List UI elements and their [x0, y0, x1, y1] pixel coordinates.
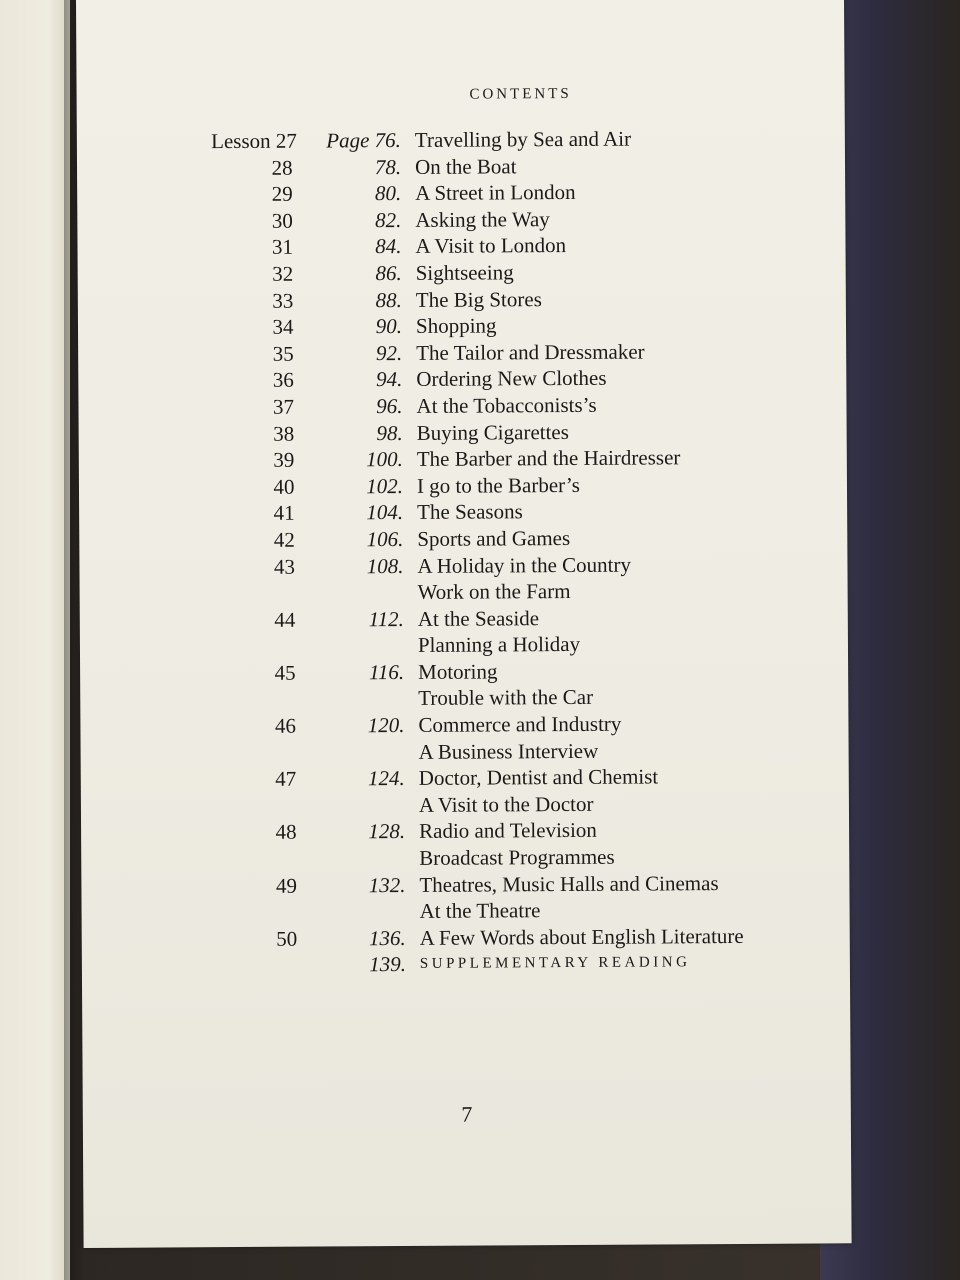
lesson-title: A Visit to London [415, 233, 567, 259]
page-reference: 106. [366, 526, 404, 552]
lesson-title: Radio and Television [419, 818, 597, 844]
lesson-title: Buying Cigarettes [416, 419, 569, 445]
lesson-number: 48 [275, 820, 297, 845]
lesson-title: Work on the Farm [417, 579, 571, 605]
page-number: 7 [461, 1101, 473, 1127]
lesson-title: A Visit to the Doctor [418, 791, 594, 817]
lesson-number: 32 [272, 261, 294, 286]
lesson-number: 38 [273, 421, 295, 446]
lesson-title: Travelling by Sea and Air [414, 126, 632, 152]
lesson-number: 45 [274, 660, 296, 685]
lesson-title: Commerce and Industry [418, 711, 622, 737]
lesson-title: I go to the Barber’s [416, 472, 580, 498]
page-reference: 100. [365, 447, 403, 472]
lesson-number: 39 [273, 447, 295, 472]
lesson-title: Sightseeing [415, 260, 514, 285]
page-reference: 90. [375, 314, 403, 339]
lesson-number: 36 [272, 368, 294, 393]
contents-page [76, 0, 852, 1248]
lesson-title: Broadcast Programmes [419, 844, 615, 870]
lesson-number: 29 [271, 181, 293, 206]
lesson-number: 43 [273, 554, 296, 579]
lesson-number: 33 [272, 288, 294, 313]
page-reference: 86. [375, 260, 402, 286]
lesson-title: The Barber and the Hairdresser [416, 445, 681, 472]
lesson-title: The Tailor and Dressmaker [416, 339, 645, 365]
facing-page-edge [0, 0, 70, 1280]
lesson-title: At the Seaside [417, 605, 540, 631]
lesson-number: 35 [272, 341, 294, 366]
lesson-title: Motoring [418, 659, 498, 684]
page-reference: 96. [376, 393, 403, 419]
lesson-title: Ordering New Clothes [416, 366, 607, 392]
lesson-number: 41 [273, 500, 295, 526]
page-reference: 132. [368, 872, 406, 897]
lesson-title: The Seasons [417, 499, 523, 525]
page-reference: 84. [375, 234, 402, 259]
lesson-title: Shopping [415, 313, 497, 339]
page-reference: 139. [369, 952, 406, 977]
lesson-number: 47 [275, 766, 297, 792]
page-reference: 80. [374, 181, 402, 206]
lesson-title: The Big Stores [415, 286, 542, 312]
lesson-number: 50 [276, 926, 298, 951]
contents-list [77, 124, 850, 980]
lesson-number: 40 [273, 474, 295, 499]
page-reference: 108. [366, 553, 404, 578]
page-reference: 102. [366, 473, 404, 498]
lesson-title: A Business Interview [418, 738, 599, 764]
page-reference: 112. [368, 606, 404, 631]
lesson-number: 30 [271, 208, 293, 233]
lesson-number: 37 [272, 394, 295, 419]
page-reference: 88. [375, 287, 402, 312]
page-label: Page 76. [326, 128, 401, 153]
page-reference: 92. [375, 340, 403, 365]
page-reference: 94. [376, 367, 403, 392]
page-reference: 128. [368, 819, 406, 844]
lesson-title: A Street in London [415, 180, 576, 206]
lesson-number: 44 [274, 607, 296, 632]
lesson-number: 31 [271, 235, 294, 260]
lesson-number: 49 [275, 873, 297, 898]
lesson-title: On the Boat [414, 153, 517, 179]
page-reference: 78. [374, 154, 402, 179]
lesson-label: Lesson 27 [211, 128, 297, 154]
lesson-number: 28 [271, 155, 293, 180]
supplementary-reading-title: SUPPLEMENTARY READING [419, 954, 691, 973]
lesson-title: Theatres, Music Halls and Cinemas [419, 870, 719, 897]
lesson-number: 34 [272, 314, 294, 339]
toc-row-supplementary [82, 949, 850, 980]
page-reference: 120. [367, 713, 405, 738]
page-title: CONTENTS [469, 85, 572, 103]
page-reference: 82. [375, 207, 402, 232]
lesson-title: A Few Words about English Literature [419, 923, 744, 950]
lesson-title: At the Theatre [419, 898, 541, 924]
page-reference: 98. [376, 420, 403, 445]
lesson-number: 42 [273, 527, 295, 552]
lesson-title: At the Tobacconists’s [416, 392, 597, 418]
page-reference: 116. [368, 659, 405, 685]
page-reference: 104. [366, 500, 404, 525]
page-reference: 124. [367, 766, 405, 791]
lesson-title: A Holiday in the Country [417, 552, 632, 578]
lesson-title: Sports and Games [417, 525, 571, 551]
lesson-title: Trouble with the Car [418, 685, 594, 711]
lesson-title: Asking the Way [415, 206, 550, 232]
lesson-title: Planning a Holiday [417, 632, 581, 658]
lesson-title: Doctor, Dentist and Chemist [418, 764, 659, 791]
lesson-number: 46 [274, 713, 297, 738]
page-reference: 136. [368, 925, 406, 951]
